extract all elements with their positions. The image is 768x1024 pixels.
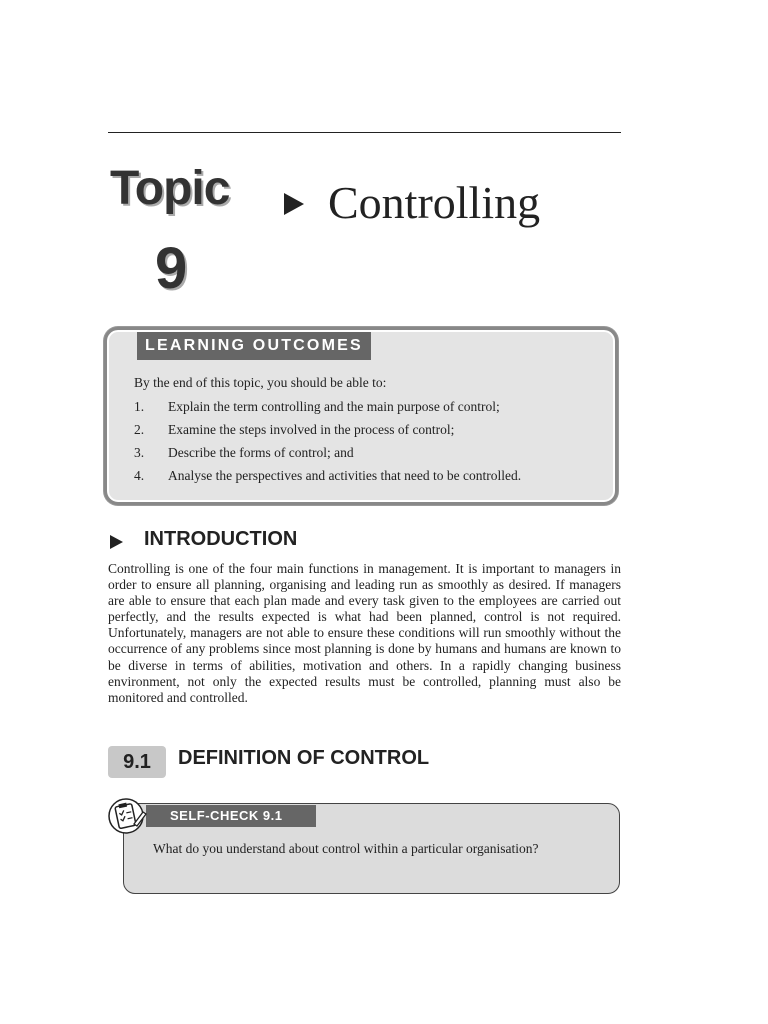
list-text: Examine the steps involved in the process of control; — [168, 422, 455, 437]
topic-number: 9 — [155, 236, 188, 301]
list-number: 3. — [134, 445, 145, 460]
learning-outcomes-list — [134, 398, 521, 490]
introduction-paragraph: Controlling is one of the four main functions in management. It is important to managers in order to ensure all planning, organising and leading run as smoothly as desired. If managers are able to ensure that each plan made and every task given to the employees are carried out perfectly, and the results expected is what had been planned, control is not required. Unfortunately, managers are not able to ensure these conditions will run smoothly without the occurrence of any problems since most planning is done by humans and humans are known to be diverse in terms of abilities, motivation and others. In a rapidly changing business environment, not only the expected results must be controlled, planning must also be monitored and controlled. — [108, 561, 621, 705]
top-rule — [108, 132, 621, 133]
learning-outcomes-intro: By the end of this topic, you should be able to: — [134, 375, 387, 390]
clipboard-checklist-icon — [106, 796, 150, 836]
list-item — [134, 444, 521, 467]
section-title: DEFINITION OF CONTROL — [178, 747, 430, 769]
topic-label: Topic — [110, 162, 230, 215]
list-number: 4. — [134, 468, 145, 483]
section-number: 9.1 — [108, 746, 166, 778]
title-arrow-icon — [284, 193, 304, 215]
self-check-heading: SELF-CHECK 9.1 — [146, 805, 316, 827]
list-item — [134, 467, 521, 490]
heading-arrow-icon — [110, 535, 123, 549]
list-item — [134, 398, 521, 421]
list-text: Describe the forms of control; and — [168, 445, 354, 460]
list-text: Explain the term controlling and the main purpose of control; — [168, 399, 500, 414]
list-item — [134, 421, 521, 444]
list-number: 1. — [134, 399, 145, 414]
introduction-heading: INTRODUCTION — [144, 528, 298, 550]
list-number: 2. — [134, 422, 145, 437]
page-title: Controlling — [328, 177, 541, 228]
self-check-question: What do you understand about control within a particular organisation? — [153, 841, 539, 856]
learning-outcomes-heading: LEARNING OUTCOMES — [137, 332, 371, 360]
list-text: Analyse the perspectives and activities that need to be controlled. — [168, 468, 522, 483]
